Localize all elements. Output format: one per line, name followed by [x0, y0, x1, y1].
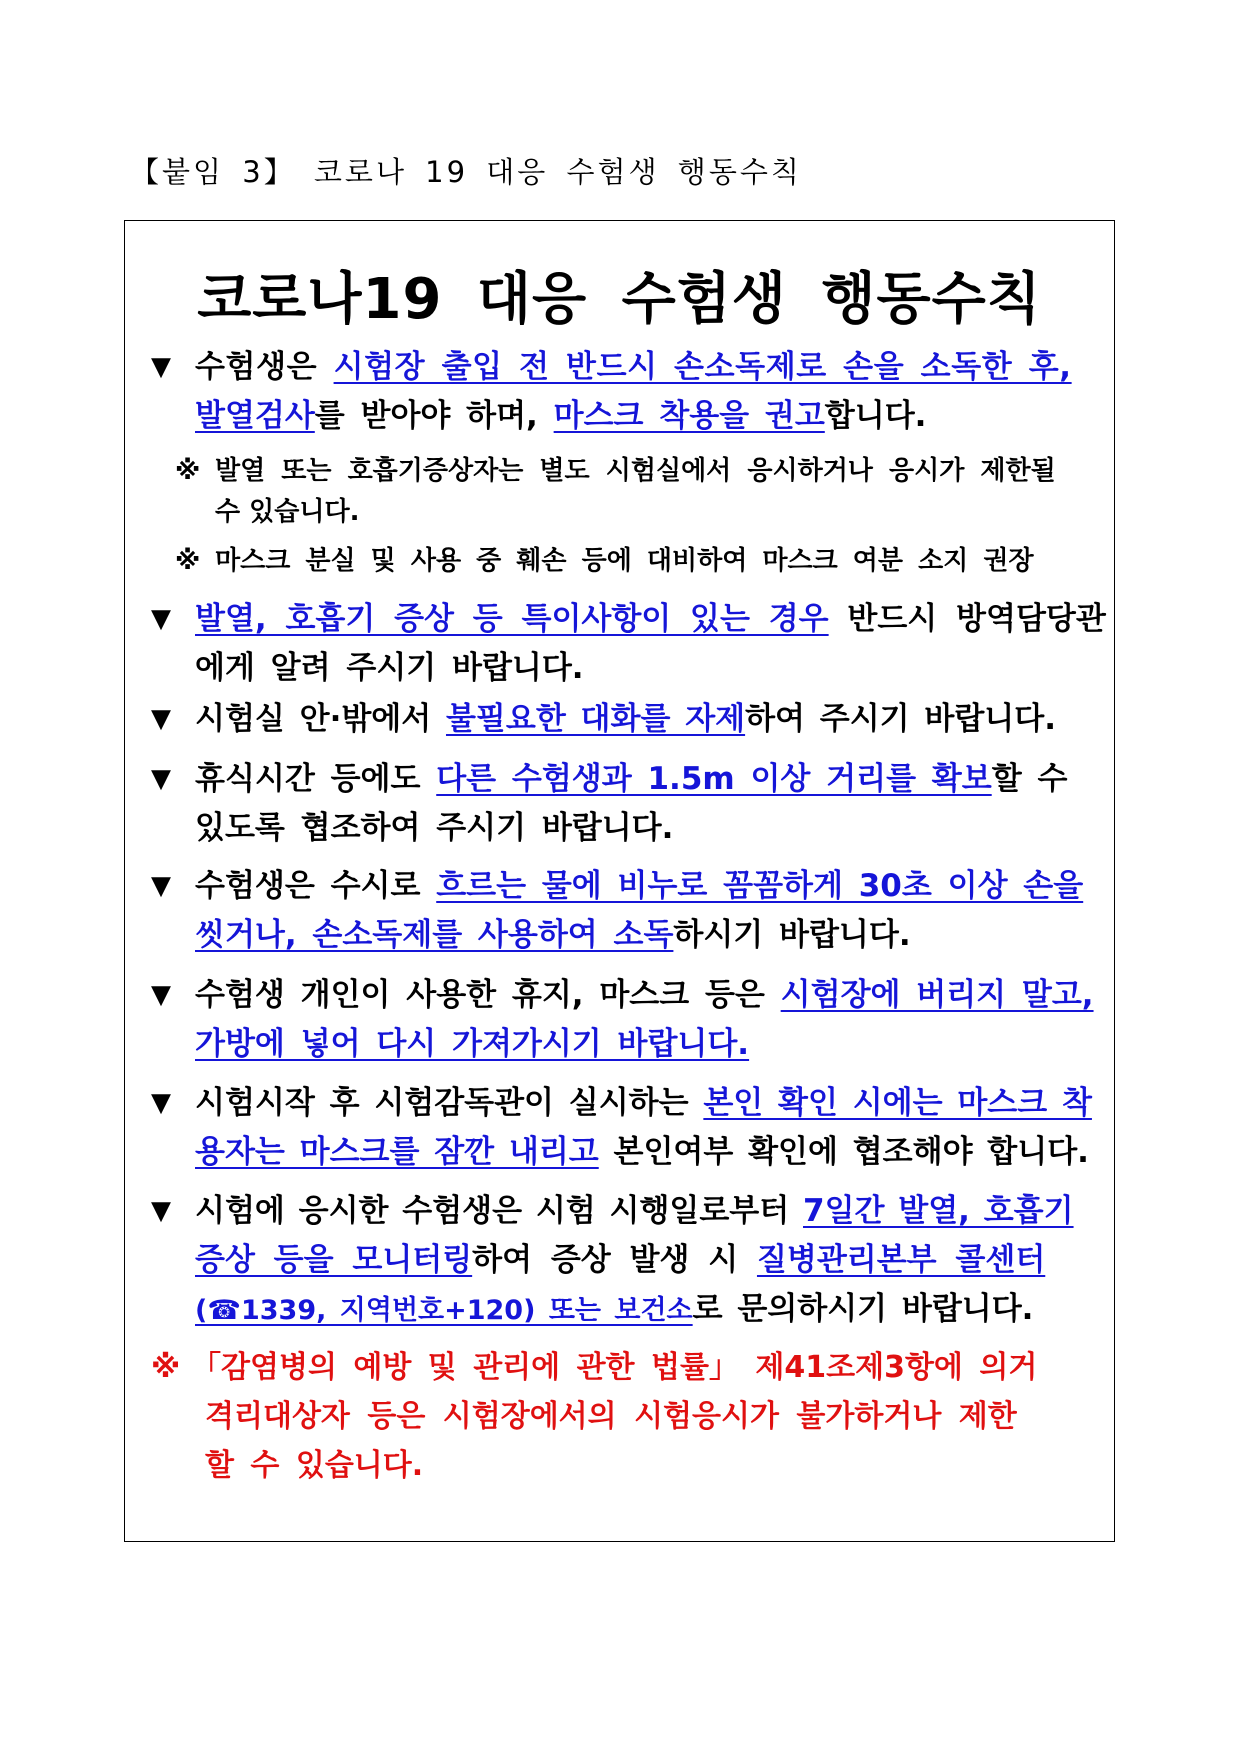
highlight-text: (☎1339, 지역번호+120) 또는 보건소	[195, 1295, 693, 1326]
note-2: ※ 마스크 분실 및 사용 중 훼손 등에 대비하여 마스크 여분 소지 권장	[175, 541, 1100, 582]
attachment-header: 【붙임 3】 코로나 19 대응 수험생 행동수칙	[130, 155, 802, 189]
highlight-text: 불필요한 대화를 자제	[445, 701, 746, 737]
rule-item-4: ▼ 휴식시간 등에도 다른 수험생과 1.5m 이상 거리를 확보할 수 있도록 협조하여 주시기 바랍니다.	[151, 755, 1091, 853]
highlight-text: 시험장 출입 전 반드시 손소독제로 손을 소독한 후,	[333, 349, 1072, 385]
rule-item-6: ▼ 수험생 개인이 사용한 휴지, 마스크 등은 시험장에 버리지 말고, 가방에 넣어 다시 가져가시기 바랍니다.	[151, 971, 1091, 1069]
bullet-marker: ▼	[151, 1196, 171, 1226]
note-1: ※ 발열 또는 호흡기증상자는 별도 시험실에서 응시하거나 응시가 제한될 수 있습니다.	[175, 451, 1100, 533]
highlight-text: 발열검사	[195, 398, 315, 434]
rule-item-1: ▼ 수험생은 시험장 출입 전 반드시 손소독제로 손을 소독한 후, 발열검사를 받아야 하며, 마스크 착용을 권고합니다.	[151, 343, 1091, 441]
bullet-marker: ▼	[151, 604, 171, 634]
highlight-text: 흐르는 물에 비누로 꼼꼼하게 30초 이상 손을	[436, 868, 1084, 904]
highlight-text: 7일간 발열, 호흡기	[803, 1193, 1074, 1229]
rule-item-7: ▼ 시험시작 후 시험감독관이 실시하는 본인 확인 시에는 마스크 착 용자는 마스크를 잠깐 내리고 본인여부 확인에 협조해야 합니다.	[151, 1079, 1091, 1177]
bullet-marker: ▼	[151, 764, 171, 794]
bullet-marker: ▼	[151, 352, 172, 382]
highlight-text: 마스크 착용을 권고	[553, 398, 825, 434]
highlight-text: 본인 확인 시에는 마스크 착	[703, 1085, 1092, 1121]
highlight-text: 다른 수험생과 1.5m 이상 거리를 확보	[436, 761, 992, 797]
bullet-marker: ▼	[151, 871, 171, 901]
warning-marker: ※	[151, 1350, 181, 1385]
note-marker: ※	[175, 456, 201, 486]
rule-item-2: ▼ 발열, 호흡기 증상 등 특이사항이 있는 경우 반드시 방역담당관 에게 알려 주시기 바랍니다.	[151, 595, 1091, 693]
legal-warning: ※ 「감염병의 예방 및 관리에 관한 법률」 제41조제3항에 의거 격리대상자 등은 시험장에서의 시험응시가 불가하거나 제한 할 수 있습니다.	[151, 1343, 1091, 1490]
guideline-box	[124, 220, 1115, 1542]
rule-item-3: ▼ 시험실 안·밖에서 불필요한 대화를 자제하여 주시기 바랍니다.	[151, 695, 1091, 744]
bullet-marker: ▼	[151, 1088, 171, 1118]
bullet-marker: ▼	[151, 980, 171, 1010]
rule-item-5: ▼ 수험생은 수시로 흐르는 물에 비누로 꼼꼼하게 30초 이상 손을 씻거나, 손소독제를 사용하여 소독하시기 바랍니다.	[151, 862, 1091, 960]
bullet-marker: ▼	[151, 704, 171, 734]
box-title: 코로나19 대응 수험생 행동수칙	[197, 267, 1042, 332]
highlight-text: 씻거나, 손소독제를 사용하여 소독	[195, 917, 674, 953]
highlight-text: 가방에 넣어 다시 가져가시기 바랍니다.	[195, 1026, 750, 1062]
highlight-text: 증상 등을 모니터링	[195, 1242, 473, 1278]
highlight-text: 용자는 마스크를 잠깐 내리고	[195, 1134, 599, 1170]
rule-item-8: ▼ 시험에 응시한 수험생은 시험 시행일로부터 7일간 발열, 호흡기 증상 등을 모니터링하여 증상 발생 시 질병관리본부 콜센터 (☎1339, 지역번호+120) 또는 보건소로 문의하시기 바랍니다.	[151, 1187, 1091, 1334]
highlight-text: 질병관리본부 콜센터	[756, 1242, 1046, 1278]
highlight-text: 발열, 호흡기 증상 등 특이사항이 있는 경우	[195, 601, 829, 637]
note-marker: ※	[175, 546, 201, 576]
highlight-text: 시험장에 버리지 말고,	[780, 977, 1094, 1013]
